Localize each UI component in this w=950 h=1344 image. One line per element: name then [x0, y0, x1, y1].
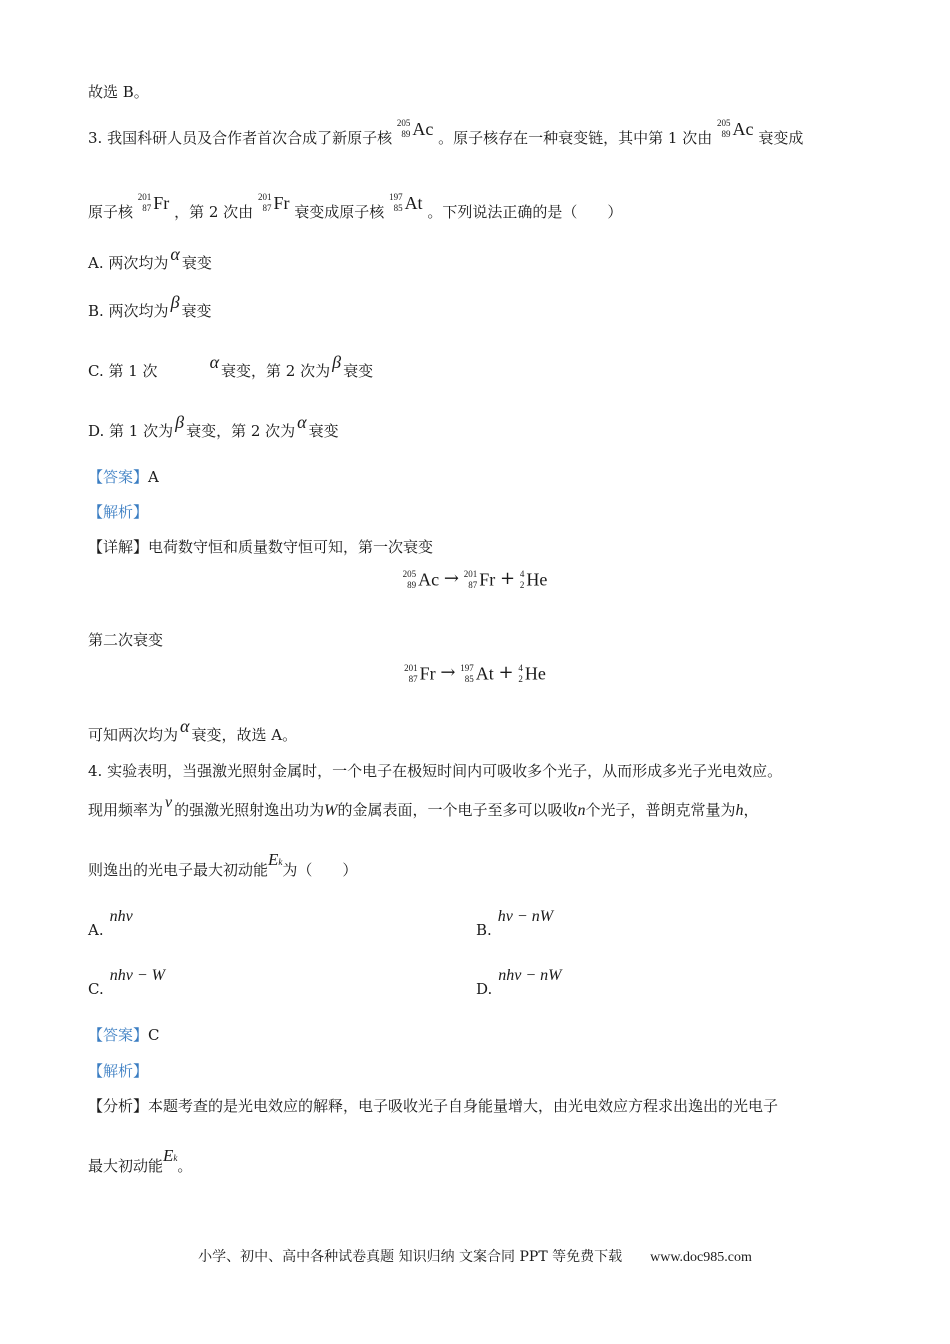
answer-label: 【答案】 — [88, 468, 149, 486]
answer-value: A — [148, 468, 159, 486]
q4-option-a: A.nhν — [88, 908, 133, 939]
alpha-symbol: α — [170, 244, 180, 264]
decay-equation-2: 201 87 Fr → 197 85 At + 4 2 He — [404, 662, 546, 684]
q4-stem-line1: 4. 实验表明，当强激光照射金属时，一个电子在极短时间内可吸收多个光子，从而形成多光子光电效应。 — [88, 762, 783, 780]
q4-fenxi: 【分析】本题考查的是光电效应的解释，电子吸收光子自身能量增大，由光电效应方程求出逸出的光电子 — [88, 1097, 779, 1115]
nuclide-ac: 205 89 Ac — [396, 118, 434, 139]
ek-symbol: Ek — [268, 850, 283, 869]
q3-analysis-label: 【解析】 — [88, 503, 149, 521]
page-footer — [0, 1246, 950, 1266]
q3-option-a: A. 两次均为 α 衰变 — [88, 244, 212, 272]
alpha-symbol: α — [180, 716, 190, 736]
nuclide-fr: 201 87 Fr — [257, 192, 290, 213]
ek-symbol: Ek — [163, 1146, 178, 1165]
alpha-symbol: α — [297, 412, 307, 432]
alpha-symbol: α — [209, 352, 220, 372]
q3-stem-line2: 原子核 201 87 Fr ，第 2 次由 201 87 Fr 衰变成原子核 197 85 At 。下列说法正确的是（ ） — [88, 192, 623, 221]
q3-option-d: D. 第 1 次为 β 衰变，第 2 次为 α 衰变 — [88, 412, 339, 440]
q4-option-c: C.nhν − W — [88, 967, 165, 998]
q4-answer — [88, 1025, 160, 1045]
q4-analysis-label: 【解析】 — [88, 1062, 149, 1080]
q4-stem-line3: 则逸出的光电子最大初动能Ek为（ ） — [88, 850, 358, 879]
nuclide-ac: 205 89 Ac — [717, 118, 754, 139]
previous-answer-line: 故选 B。 — [88, 83, 149, 101]
footer-text: 小学、初中、高中各种试卷真题 知识归纳 文案合同 PPT 等免费下载 — [198, 1249, 623, 1265]
beta-symbol: β — [332, 352, 342, 372]
nuclide-fr: 201 87 Fr — [137, 192, 170, 213]
second-decay-label: 第二次衰变 — [88, 631, 164, 649]
q3-answer — [88, 467, 159, 487]
nuclide-at: 197 85 At — [389, 192, 423, 213]
q3-option-b: B. 两次均为 β 衰变 — [88, 292, 212, 320]
q4-stem-line2: 现用频率为 ν 的强激光照射逸出功为W的金属表面，一个电子至多可以吸收n个光子，普朗克常量为h， — [88, 794, 759, 819]
q3-detail: 【详解】电荷数守恒和质量数守恒可知，第一次衰变 — [88, 538, 434, 556]
q4-option-b: B.hν − nW — [476, 908, 554, 939]
answer-value: C — [148, 1026, 160, 1044]
q3-stem-line1: 3. 我国科研人员及合作者首次合成了新原子核 205 89 Ac 。原子核存在一种衰变链，其中第 1 次由 205 89 Ac 衰变成 — [88, 118, 804, 147]
q4-fenxi-cont: 最大初动能Ek。 — [88, 1146, 193, 1175]
beta-symbol: β — [170, 292, 180, 312]
footer-url[interactable]: www.doc985.com — [650, 1250, 752, 1265]
answer-label: 【答案】 — [88, 1026, 149, 1044]
q3-conclusion: 可知两次均为 α 衰变，故选 A。 — [88, 716, 298, 744]
q4-option-d: D.nhν − nW — [476, 967, 562, 998]
decay-equation-1: 205 89 Ac → 201 87 Fr + 4 2 He — [402, 568, 548, 590]
q3-option-c: C. 第 1 次 α 衰变，第 2 次为 β 衰变 — [88, 352, 374, 380]
beta-symbol: β — [175, 412, 185, 432]
